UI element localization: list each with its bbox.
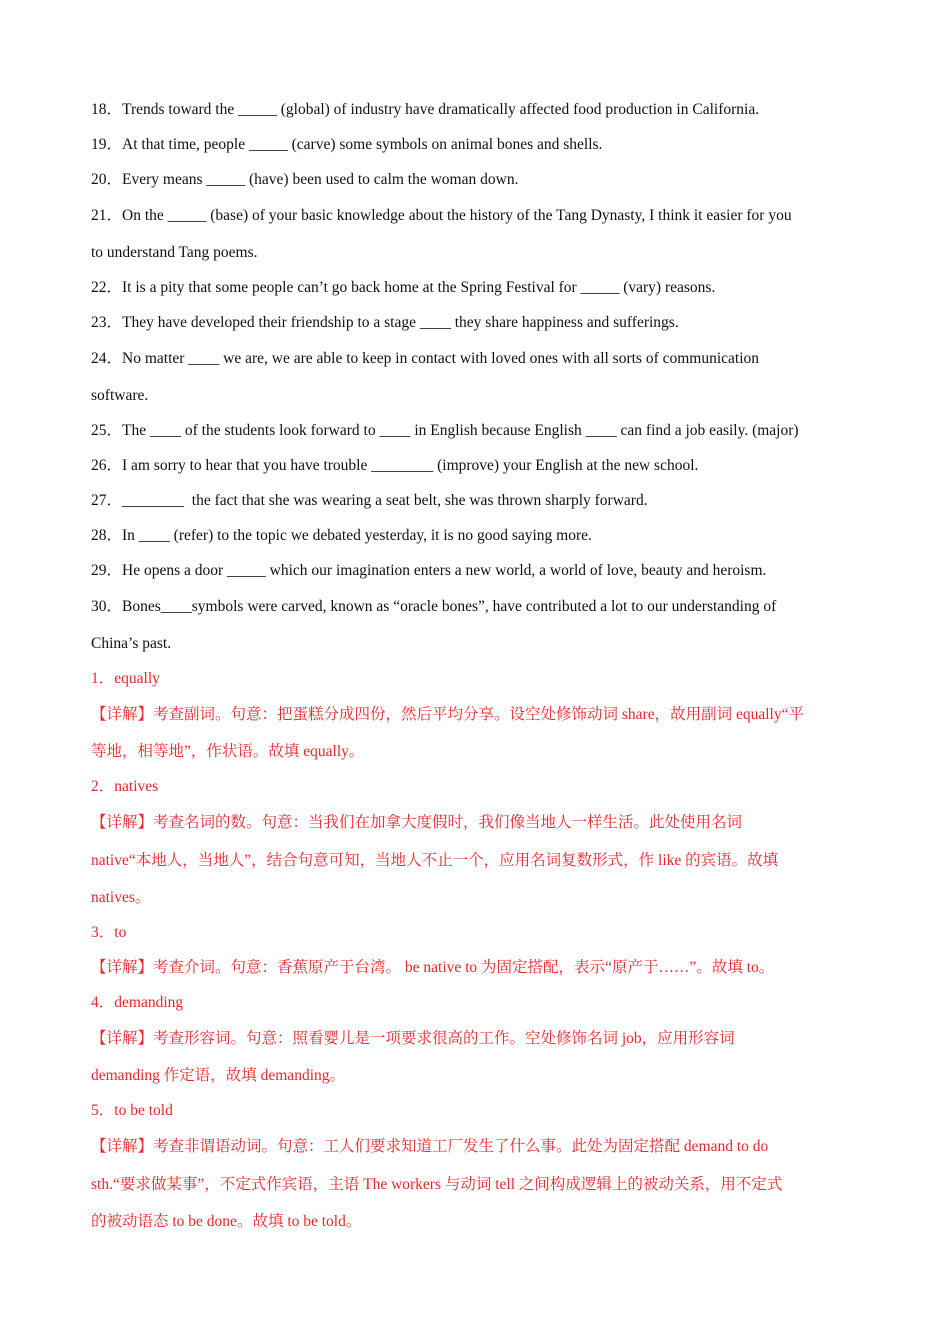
answer-5-explanation: 【详解】考查非谓语动词。句意：工人们要求知道工厂发生了什么事。此处为固定搭配 demand to do	[91, 1138, 769, 1155]
answer-1-explanation: 等地，相等地”，作状语。故填 equally。	[91, 743, 365, 760]
answer-2-explanation: natives。	[91, 889, 151, 906]
document-page	[91, 92, 863, 1239]
answer-4-explanation: 【详解】考查形容词。句意：照看婴儿是一项要求很高的工作。空处修饰名词 job，应用形容词	[91, 1030, 735, 1047]
question-28: 28．In ____ (refer) to the topic we debated yesterday, it is no good saying more.	[91, 527, 592, 544]
question-24: 24．No matter ____ we are, we are able to keep in contact with loved ones with all sorts of communication	[91, 350, 760, 367]
question-19: 19．At that time, people _____ (carve) some symbols on animal bones and shells.	[91, 136, 603, 153]
answer-3-heading: 3．to	[91, 924, 127, 941]
answer-1-heading: 1．equally	[91, 670, 160, 687]
question-21: 21．On the _____ (base) of your basic knowledge about the history of the Tang Dynasty, I think it easier for you	[91, 207, 792, 224]
question-29: 29．He opens a door _____ which our imagination enters a new world, a world of love, beauty and heroism.	[91, 562, 767, 579]
question-22: 22．It is a pity that some people can’t go back home at the Spring Festival for _____ (vary) reasons.	[91, 279, 716, 296]
answer-3-explanation: 【详解】考查介词。句意：香蕉原产于台湾。 be native to 为固定搭配，表示“原产于……”。故填 to。	[91, 959, 775, 976]
answer-1-explanation: 【详解】考查副词。句意：把蛋糕分成四份，然后平均分享。设空处修饰动词 share，故用副词 equally“平	[91, 706, 804, 723]
question-23: 23．They have developed their friendship to a stage ____ they share happiness and sufferings.	[91, 314, 679, 331]
question-27: 27．________ the fact that she was wearing a seat belt, she was thrown sharply forward.	[91, 492, 648, 509]
question-20: 20．Every means _____ (have) been used to calm the woman down.	[91, 171, 519, 188]
answer-5-explanation: 的被动语态 to be done。故填 to be told。	[91, 1213, 362, 1230]
answer-5-explanation: sth.“要求做某事”，不定式作宾语，主语 The workers 与动词 tell 之间构成逻辑上的被动关系，用不定式	[91, 1176, 783, 1193]
question-30: 30．Bones____symbols were carved, known as “oracle bones”, have contributed a lot to our understanding of	[91, 598, 777, 615]
question-24-continued: software.	[91, 387, 149, 404]
question-26: 26．I am sorry to hear that you have trouble ________ (improve) your English at the new school.	[91, 457, 699, 474]
answer-2-explanation: 【详解】考查名词的数。句意：当我们在加拿大度假时，我们像当地人一样生活。此处使用名词	[91, 814, 743, 831]
question-30-continued: China’s past.	[91, 635, 172, 652]
answer-4-heading: 4．demanding	[91, 994, 184, 1011]
answer-2-explanation: native“本地人，当地人”，结合句意可知，当地人不止一个，应用名词复数形式，作 like 的宾语。故填	[91, 852, 779, 869]
answer-4-explanation: demanding 作定语，故填 demanding。	[91, 1067, 345, 1084]
answer-2-heading: 2．natives	[91, 778, 159, 795]
question-25: 25．The ____ of the students look forward to ____ in English because English ____ can find a job easily. (major)	[91, 422, 799, 439]
question-21-continued: to understand Tang poems.	[91, 244, 258, 261]
question-18: 18．Trends toward the _____ (global) of industry have dramatically affected food production in California.	[91, 101, 760, 118]
answer-5-heading: 5．to be told	[91, 1102, 173, 1119]
